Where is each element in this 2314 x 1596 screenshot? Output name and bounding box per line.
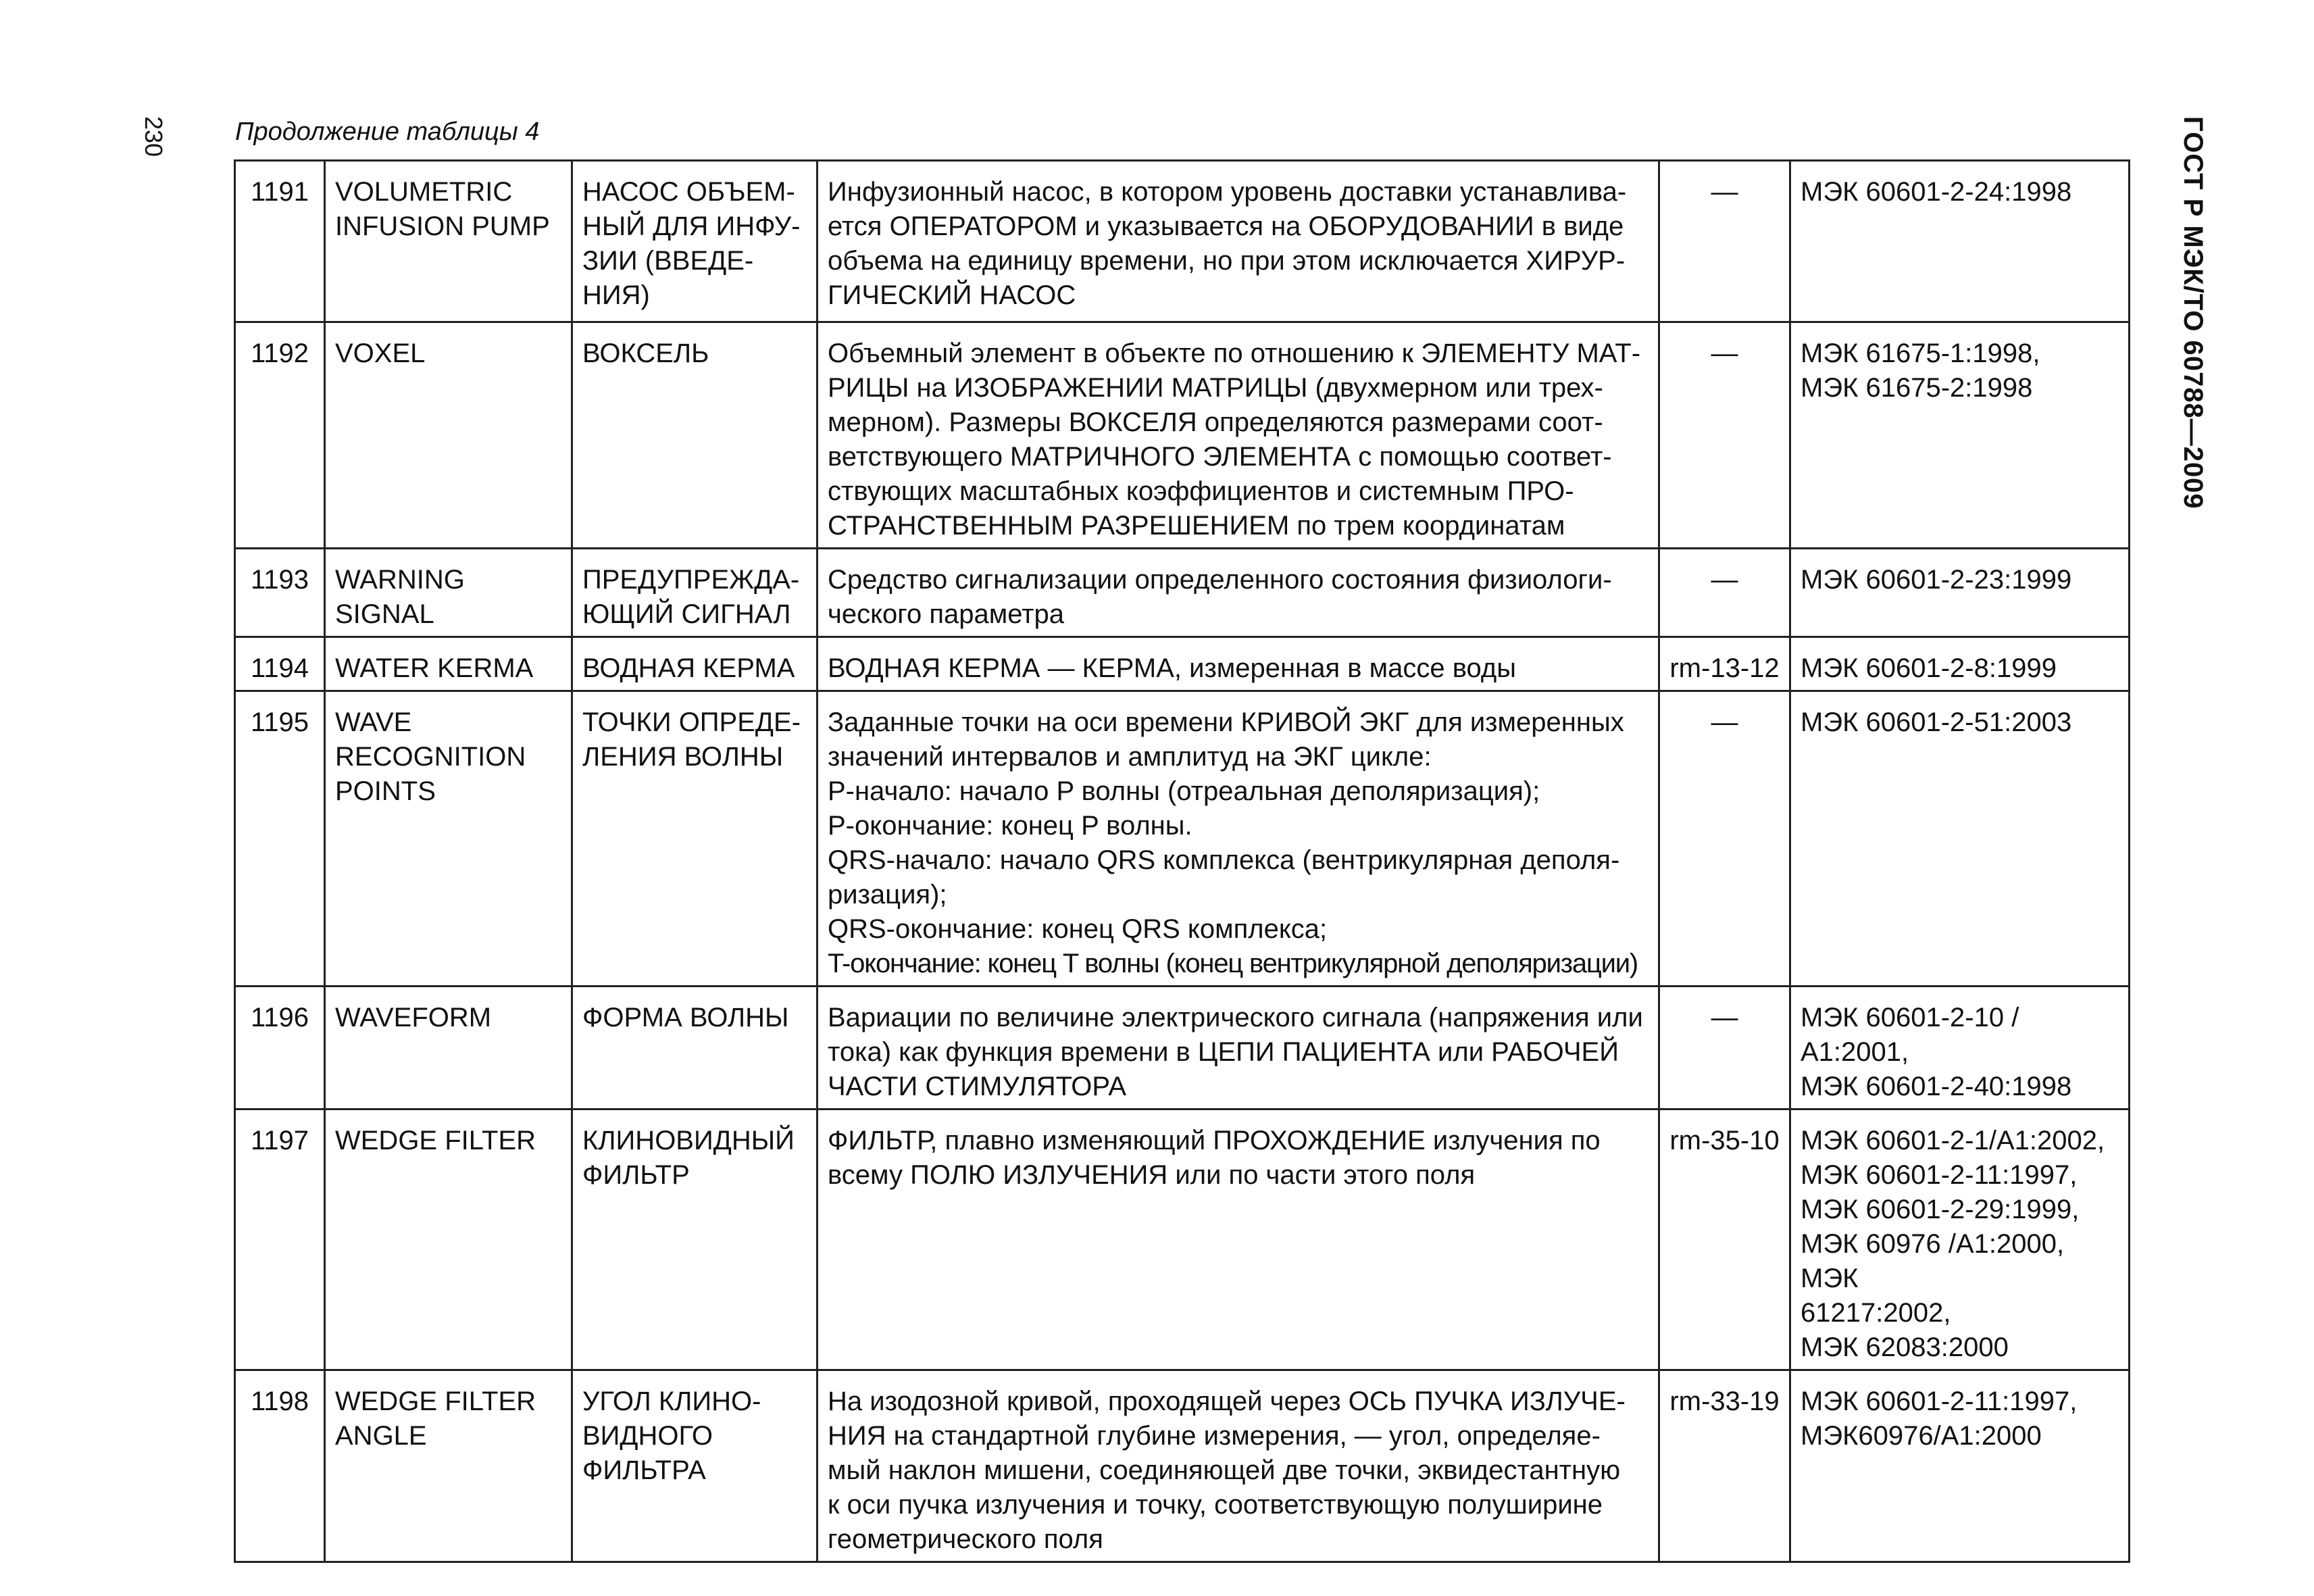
table-row — [235, 987, 2130, 1109]
term-definition-line: Средство сигнализации определенного состояния физиологи- — [828, 565, 1612, 595]
term-definition-line: Вариации по величине электрического сигнала (напряжения или — [828, 1003, 1643, 1032]
term-definition-line: НИЯ на стандартной глубине измерения, — угол, определяе- — [828, 1421, 1601, 1451]
term-english-line: WEDGE FILTER — [335, 1387, 536, 1416]
term-source-line: МЭК 60601-2-40:1998 — [1801, 1072, 2072, 1101]
term-english-line: WARNING SIGNAL — [335, 565, 465, 629]
terms-table — [234, 159, 2130, 1563]
table-row — [235, 1109, 2130, 1370]
term-definition-line: Объемный элемент в объекте по отношению к ЭЛЕМЕНТУ МАТ- — [828, 339, 1641, 368]
term-source-line: МЭК60976/А1:2000 — [1801, 1421, 2042, 1451]
term-source-line: МЭК 61675-1:1998, — [1801, 339, 2040, 368]
term-definition-line: QRS-окончание: конец QRS комплекса; — [828, 914, 1328, 944]
term-english-cell — [325, 1370, 572, 1562]
term-russian-line: ФИЛЬТР — [582, 1160, 690, 1190]
terms-table-body — [235, 161, 2130, 1562]
term-english-cell — [325, 691, 572, 987]
term-definition-cell — [818, 549, 1659, 637]
term-english-line: POINTS — [335, 776, 436, 806]
term-source-cell — [1790, 1370, 2130, 1562]
table-row — [235, 637, 2130, 691]
term-reference-cell: — — [1659, 322, 1790, 549]
term-english-line: WATER KERMA — [335, 653, 534, 683]
term-number-cell: 1191 — [235, 161, 325, 322]
term-source-line: МЭК 60601-2-11:1997, — [1801, 1160, 2078, 1190]
table-row — [235, 1370, 2130, 1562]
term-english-cell — [325, 161, 572, 322]
term-english-cell — [325, 549, 572, 637]
term-russian-cell — [572, 1109, 818, 1370]
page-number: 230 — [140, 116, 168, 157]
term-definition-line: ВОДНАЯ КЕРМА — КЕРМА, измеренная в массе воды — [828, 653, 1516, 683]
term-russian-cell — [572, 161, 818, 322]
term-english-cell — [325, 1109, 572, 1370]
term-source-line: МЭК 61675-2:1998 — [1801, 373, 2033, 403]
term-russian-line: ФОРМА ВОЛНЫ — [582, 1003, 789, 1032]
term-source-cell — [1790, 637, 2130, 691]
term-definition-cell — [818, 637, 1659, 691]
term-source-line: МЭК 60601-2-11:1997, — [1801, 1387, 2078, 1416]
table-row — [235, 322, 2130, 549]
term-russian-line: ВИДНОГО — [582, 1421, 713, 1451]
term-reference-cell: rm-35-10 — [1659, 1109, 1790, 1370]
term-english-line: RECOGNITION — [335, 742, 526, 772]
term-source-cell — [1790, 987, 2130, 1109]
table-caption: Продолжение таблицы 4 — [235, 118, 540, 146]
term-definition-line: P-окончание: конец P волны. — [828, 811, 1192, 841]
term-russian-line: ПРЕДУПРЕЖДА- — [582, 565, 800, 595]
term-definition-cell — [818, 1109, 1659, 1370]
term-number-cell: 1195 — [235, 691, 325, 987]
term-english-line: WAVEFORM — [335, 1003, 492, 1032]
term-russian-line: НЫЙ ДЛЯ ИНФУ- — [582, 211, 801, 241]
term-russian-cell — [572, 691, 818, 987]
term-definition-line: значений интервалов и амплитуд на ЭКГ цикле: — [828, 742, 1432, 772]
term-source-cell — [1790, 691, 2130, 987]
term-russian-cell — [572, 637, 818, 691]
term-source-line: МЭК 62083:2000 — [1801, 1332, 2009, 1362]
term-definition-line: мый наклон мишени, соединяющей две точки, эквидестантную — [828, 1455, 1621, 1485]
term-russian-line: ЮЩИЙ СИГНАЛ — [582, 599, 791, 629]
term-source-line: МЭК 60601-2-24:1998 — [1801, 177, 2072, 207]
term-russian-line: ВОДНАЯ КЕРМА — [582, 653, 795, 683]
term-number-cell: 1197 — [235, 1109, 325, 1370]
term-definition-line: СТРАНСТВЕННЫМ РАЗРЕШЕНИЕМ по трем координатам — [828, 511, 1565, 541]
term-english-line: WEDGE FILTER — [335, 1126, 536, 1155]
term-definition-cell — [818, 1370, 1659, 1562]
term-reference-cell: — — [1659, 161, 1790, 322]
term-english-line: VOLUMETRIC — [335, 177, 513, 207]
term-number-cell: 1193 — [235, 549, 325, 637]
table-row — [235, 549, 2130, 637]
term-reference-cell: rm-33-19 — [1659, 1370, 1790, 1562]
term-definition-line: Инфузионный насос, в котором уровень доставки устанавлива- — [828, 177, 1627, 207]
table-row — [235, 161, 2130, 322]
term-russian-line: КЛИНОВИДНЫЙ — [582, 1126, 795, 1155]
term-reference-cell: — — [1659, 691, 1790, 987]
term-russian-line: ЗИИ (ВВЕДЕ- — [582, 246, 754, 276]
term-russian-line: НИЯ) — [582, 280, 650, 310]
term-definition-line: ветствующего МАТРИЧНОГО ЭЛЕМЕНТА с помощью соответ- — [828, 442, 1612, 472]
term-russian-line: ЛЕНИЯ ВОЛНЫ — [582, 742, 784, 772]
term-english-cell — [325, 987, 572, 1109]
term-russian-line: ТОЧКИ ОПРЕДЕ- — [582, 707, 801, 737]
term-definition-line: мерном). Размеры ВОКСЕЛЯ определяются размерами соот- — [828, 407, 1603, 437]
document-title: ГОСТ Р МЭК/ТО 60788—2009 — [2178, 116, 2208, 509]
term-english-line: ANGLE — [335, 1421, 427, 1451]
term-source-line: МЭК 60601-2-23:1999 — [1801, 565, 2072, 595]
term-definition-line: T-окончание: конец T волны (конец вентрикулярной деполяризации) — [828, 949, 1638, 978]
term-source-line: МЭК 60601-2-1/А1:2002, — [1801, 1126, 2105, 1155]
term-number-cell: 1196 — [235, 987, 325, 1109]
term-definition-line: ствующих масштабных коэффициентов и системным ПРО- — [828, 476, 1574, 506]
term-number-cell: 1192 — [235, 322, 325, 549]
term-russian-cell — [572, 322, 818, 549]
term-english-cell — [325, 322, 572, 549]
term-number-cell: 1198 — [235, 1370, 325, 1562]
term-source-cell — [1790, 1109, 2130, 1370]
term-english-line: INFUSION PUMP — [335, 211, 550, 241]
term-number-cell: 1194 — [235, 637, 325, 691]
term-definition-line: На изодозной кривой, проходящей через ОСЬ ПУЧКА ИЗЛУЧЕ- — [828, 1387, 1626, 1416]
term-source-line: МЭК 60601-2-51:2003 — [1801, 707, 2072, 737]
term-reference-cell: — — [1659, 549, 1790, 637]
term-definition-line: тока) как функция времени в ЦЕПИ ПАЦИЕНТА или РАБОЧЕЙ — [828, 1037, 1619, 1067]
term-definition-line: Заданные точки на оси времени КРИВОЙ ЭКГ для измеренных — [828, 707, 1624, 737]
term-definition-line: к оси пучка излучения и точку, соответствующую полуширине — [828, 1490, 1603, 1520]
term-definition-cell — [818, 322, 1659, 549]
term-definition-cell — [818, 161, 1659, 322]
term-russian-cell — [572, 987, 818, 1109]
term-source-cell — [1790, 161, 2130, 322]
term-definition-line: всему ПОЛЮ ИЗЛУЧЕНИЯ или по части этого поля — [828, 1160, 1476, 1190]
term-source-line: МЭК 60601-2-8:1999 — [1801, 653, 2057, 683]
term-definition-line: P-начало: начало P волны (отреальная деполяризация); — [828, 776, 1540, 806]
term-russian-cell — [572, 1370, 818, 1562]
term-english-line: WAVE — [335, 707, 412, 737]
term-source-cell — [1790, 549, 2130, 637]
table-row — [235, 691, 2130, 987]
term-source-line: МЭК 60601-2-10 /А1:2001, — [1801, 1003, 2019, 1067]
term-source-line: 61217:2002, — [1801, 1298, 1951, 1328]
term-definition-line: ГИЧЕСКИЙ НАСОС — [828, 280, 1076, 310]
term-definition-line: ризация); — [828, 880, 947, 909]
term-reference-cell: — — [1659, 987, 1790, 1109]
term-definition-line: ческого параметра — [828, 599, 1064, 629]
term-reference-cell: rm-13-12 — [1659, 637, 1790, 691]
term-definition-line: ФИЛЬТР, плавно изменяющий ПРОХОЖДЕНИЕ излучения по — [828, 1126, 1601, 1155]
term-definition-line: ется ОПЕРАТОРОМ и указывается на ОБОРУДОВАНИИ в виде — [828, 211, 1624, 241]
term-definition-line: РИЦЫ на ИЗОБРАЖЕНИИ МАТРИЦЫ (двухмерном или трех- — [828, 373, 1603, 403]
term-definition-cell — [818, 987, 1659, 1109]
term-english-line: VOXEL — [335, 339, 426, 368]
term-definition-cell — [818, 691, 1659, 987]
term-definition-line: ЧАСТИ СТИМУЛЯТОРА — [828, 1072, 1127, 1101]
term-source-line: МЭК 60976 /А1:2000, МЭК — [1801, 1229, 2065, 1293]
term-source-cell — [1790, 322, 2130, 549]
term-english-cell — [325, 637, 572, 691]
term-definition-line: геометрического поля — [828, 1524, 1103, 1554]
term-russian-cell — [572, 549, 818, 637]
term-russian-line: ФИЛЬТРА — [582, 1455, 706, 1485]
term-definition-line: QRS-начало: начало QRS комплекса (вентрикулярная деполя- — [828, 845, 1620, 875]
term-russian-line: УГОЛ КЛИНО- — [582, 1387, 761, 1416]
term-source-line: МЭК 60601-2-29:1999, — [1801, 1195, 2080, 1224]
term-russian-line: НАСОС ОБЪЕМ- — [582, 177, 795, 207]
term-definition-line: объема на единицу времени, но при этом исключается ХИРУР- — [828, 246, 1626, 276]
term-russian-line: ВОКСЕЛЬ — [582, 339, 709, 368]
